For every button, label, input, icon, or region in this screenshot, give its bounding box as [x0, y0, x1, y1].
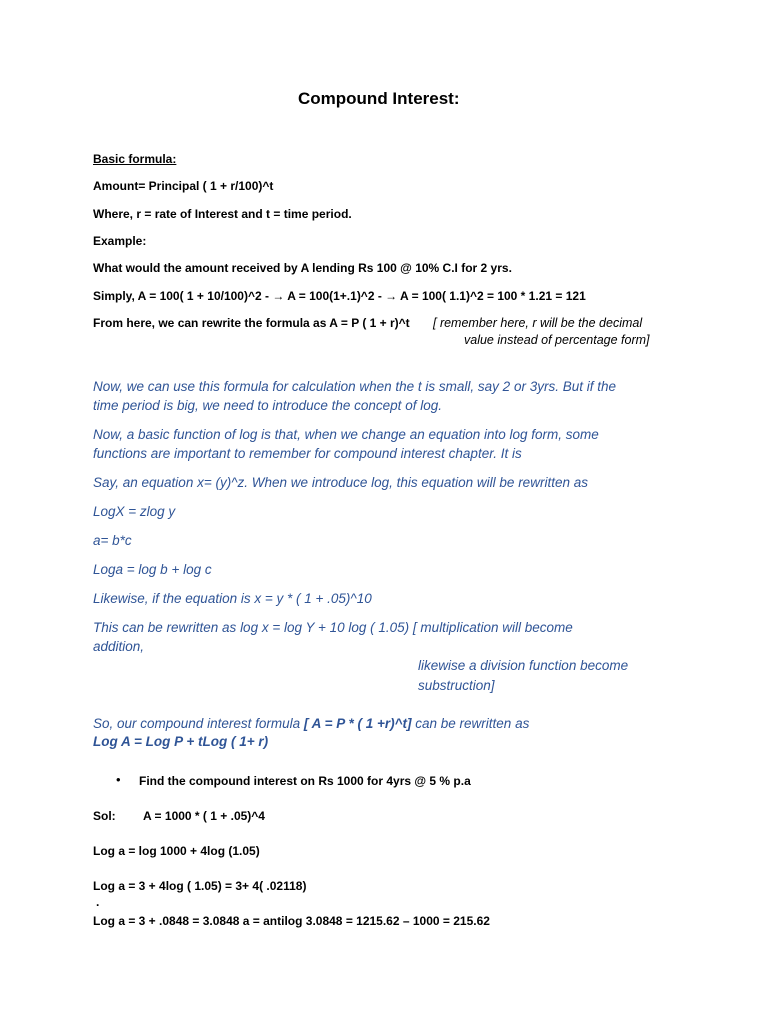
- para2-line1: Now, a basic function of log is that, when we change an equation into log form, some: [93, 427, 599, 442]
- remember-note-line1: [ remember here, r will be the decimal: [433, 316, 643, 330]
- example-label: Example:: [93, 234, 147, 248]
- step2-line: Log a = 3 + 4log ( 1.05) = 3+ 4( .02118): [93, 879, 307, 893]
- simply-line: Simply, A = 100( 1 + 10/100)^2 - → A = 100(1+.1)^2 - → A = 100( 1.1)^2 = 100 * 1.21 = 121: [93, 289, 586, 303]
- logx-line: LogX = zlog y: [93, 504, 176, 519]
- division-line1: likewise a division function become: [418, 658, 629, 673]
- say-line: Say, an equation x= (y)^z. When we introduce log, this equation will be rewritten as: [93, 475, 588, 490]
- abc-line: a= b*c: [93, 533, 132, 548]
- rewritten-line1: This can be rewritten as log x = log Y + 10 log ( 1.05) [ multiplication will become: [93, 620, 573, 635]
- step1-line: Log a = log 1000 + 4log (1.05): [93, 844, 260, 858]
- step3-line: Log a = 3 + .0848 = 3.0848 a = antilog 3.0848 = 1215.62 – 1000 = 215.62: [93, 914, 490, 928]
- rewrite-line: From here, we can rewrite the formula as A = P ( 1 + r)^t: [93, 316, 410, 330]
- formula-line: Amount= Principal ( 1 + r/100)^t: [93, 179, 274, 193]
- bullet-icon: •: [116, 772, 121, 787]
- where-line: Where, r = rate of Interest and t = time period.: [93, 207, 352, 221]
- bullet-question: Find the compound interest on Rs 1000 for 4yrs @ 5 % p.a: [139, 774, 471, 788]
- sol-label: Sol:: [93, 809, 116, 823]
- so-formula: [ A = P * ( 1 +r)^t]: [303, 716, 412, 731]
- page-title: Compound Interest:: [298, 89, 460, 108]
- rewritten-line2: addition,: [93, 639, 145, 654]
- stray-dot: .: [96, 895, 100, 909]
- basic-formula-heading: Basic formula:: [93, 152, 177, 166]
- para2-line2: functions are important to remember for compound interest chapter. It is: [93, 446, 522, 461]
- so-suffix: can be rewritten as: [411, 716, 530, 731]
- remember-note-line2: value instead of percentage form]: [464, 333, 650, 347]
- so-line: [93, 714, 529, 733]
- para1-line1: Now, we can use this formula for calculation when the t is small, say 2 or 3yrs. But if the: [93, 379, 616, 394]
- division-line2: substruction]: [418, 678, 495, 693]
- so-prefix: So, our compound interest formula: [93, 716, 304, 731]
- para1-line2: time period is big, we need to introduce the concept of log.: [93, 398, 442, 413]
- likewise-line: Likewise, if the equation is x = y * ( 1 + .05)^10: [93, 591, 372, 606]
- log-formula: Log A = Log P + tLog ( 1+ r): [93, 734, 269, 749]
- loga-line: Loga = log b + log c: [93, 562, 212, 577]
- example-question: What would the amount received by A lending Rs 100 @ 10% C.I for 2 yrs.: [93, 261, 512, 275]
- sol-equation: A = 1000 * ( 1 + .05)^4: [143, 809, 265, 823]
